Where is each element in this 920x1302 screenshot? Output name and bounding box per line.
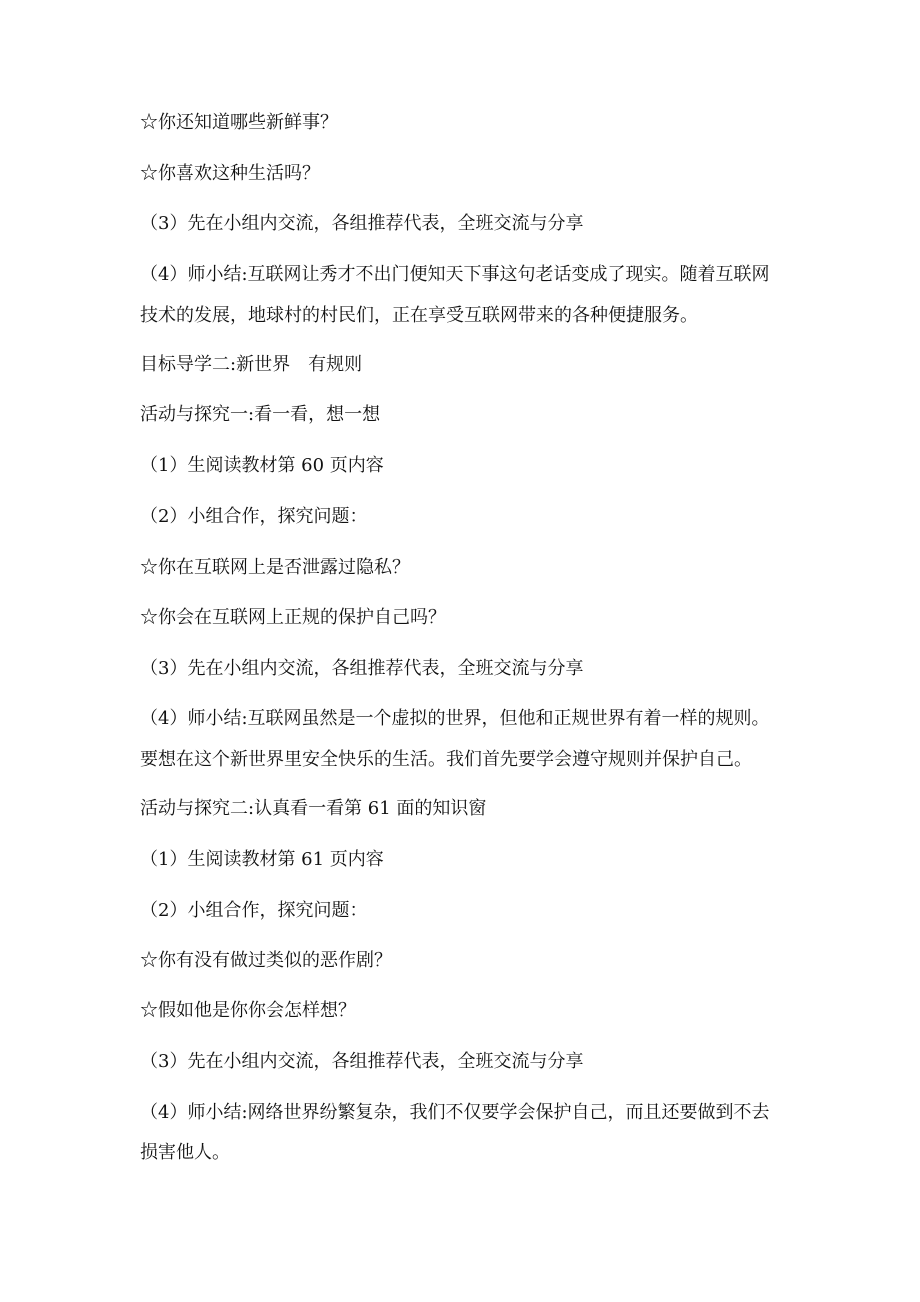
question-like-life: ☆你喜欢这种生活吗？: [140, 163, 320, 184]
teacher-summary-2-line-1: （4）师小结:互联网虽然是一个虚拟的世界，但他和正规世界有着一样的规则。: [140, 708, 770, 729]
teacher-summary-3-line-2: 损害他人。: [140, 1142, 230, 1163]
step-1-read-page-60: （1）生阅读教材第 60 页内容: [140, 455, 384, 476]
step-3-discuss-2: （3）先在小组内交流，各组推荐代表，全班交流与分享: [140, 658, 584, 679]
question-self-protection: ☆你会在互联网上正规的保护自己吗？: [140, 607, 446, 628]
activity-heading-1: 活动与探究一:看一看，想一想: [140, 404, 381, 425]
question-if-you: ☆假如他是你你会怎样想？: [140, 1000, 356, 1021]
step-3-discuss-3: （3）先在小组内交流，各组推荐代表，全班交流与分享: [140, 1051, 584, 1072]
question-prank: ☆你有没有做过类似的恶作剧？: [140, 950, 392, 971]
activity-heading-2: 活动与探究二:认真看一看第 61 面的知识窗: [140, 798, 487, 819]
teacher-summary-1-line-2: 技术的发展，地球村的村民们，正在享受互联网带来的各种便捷服务。: [140, 305, 698, 326]
question-new-things: ☆你还知道哪些新鲜事？: [140, 112, 338, 133]
question-privacy: ☆你在互联网上是否泄露过隐私？: [140, 557, 410, 578]
step-3-discuss: （3）先在小组内交流，各组推荐代表，全班交流与分享: [140, 213, 584, 234]
step-2-group-work-2: （2）小组合作，探究问题：: [140, 900, 368, 921]
goal-heading-2: 目标导学二:新世界 有规则: [140, 354, 363, 375]
teacher-summary-3-line-1: （4）师小结:网络世界纷繁复杂，我们不仅要学会保护自己，而且还要做到不去: [140, 1102, 770, 1123]
step-1-read-page-61: （1）生阅读教材第 61 页内容: [140, 849, 384, 870]
teacher-summary-2-line-2: 要想在这个新世界里安全快乐的生活。我们首先要学会遵守规则并保护自己。: [140, 749, 752, 770]
teacher-summary-1-line-1: （4）师小结:互联网让秀才不出门便知天下事这句老话变成了现实。随着互联网: [140, 264, 770, 285]
step-2-group-work: （2）小组合作，探究问题：: [140, 506, 368, 527]
